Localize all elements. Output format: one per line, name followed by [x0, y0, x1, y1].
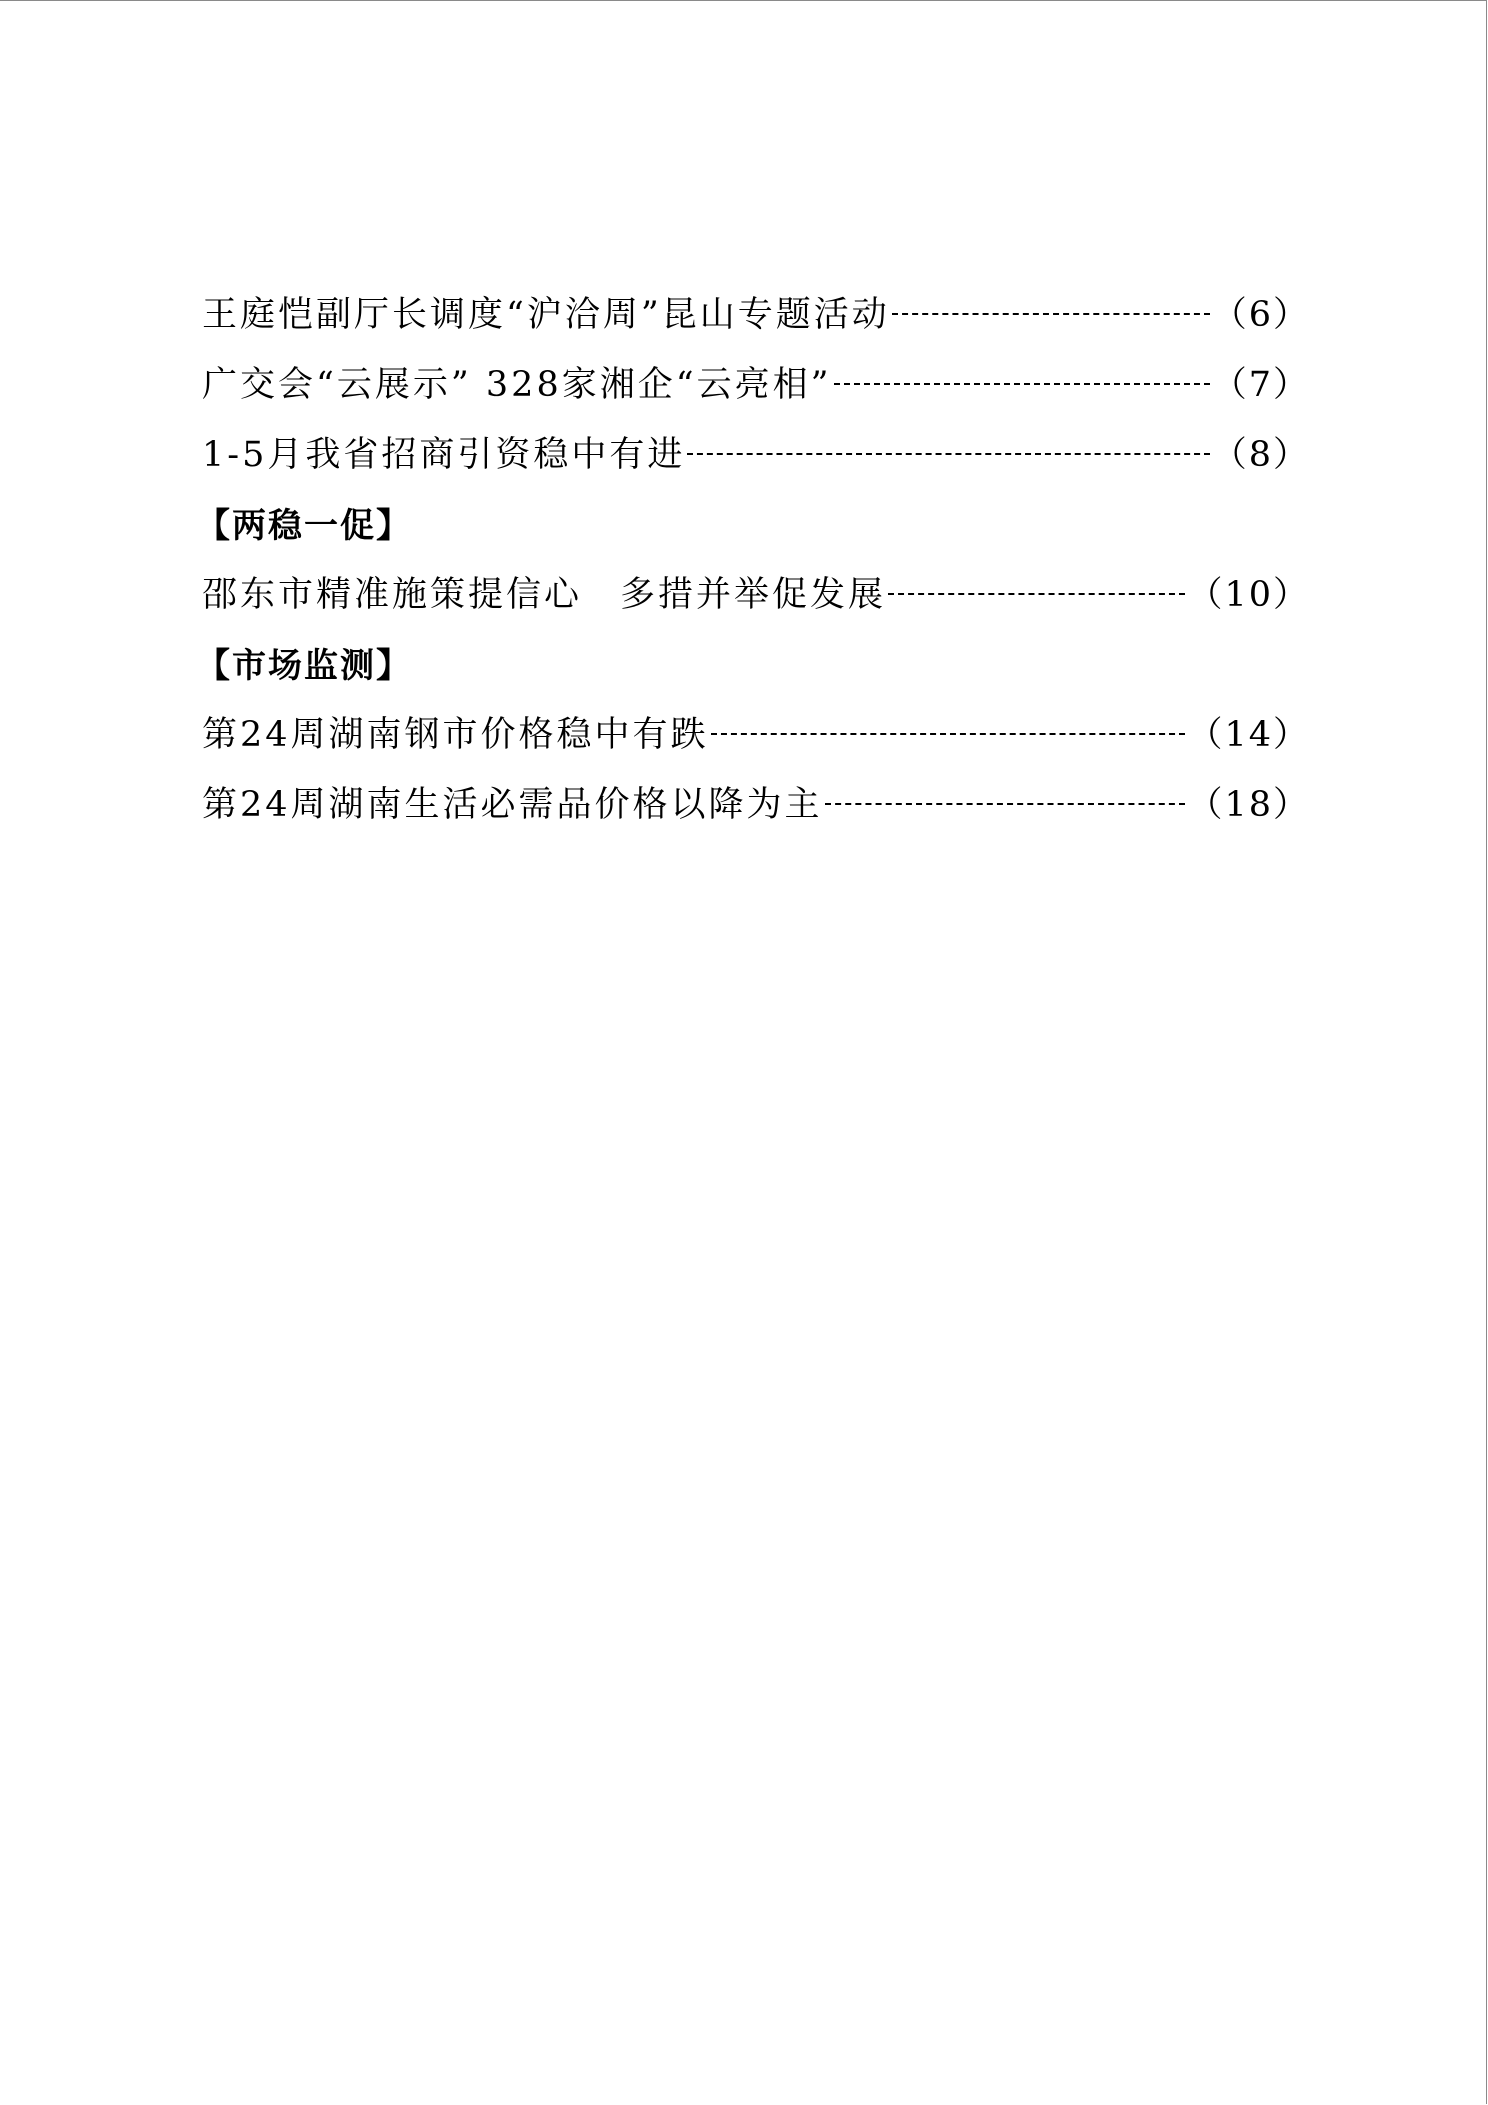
toc-entry-page: （8）: [1211, 435, 1310, 475]
toc-entry-title: 第24周湖南生活必需品价格以降为主: [202, 785, 823, 825]
toc-entry[interactable]: [202, 277, 1310, 347]
toc-entry-page: （18）: [1187, 785, 1310, 825]
toc-entry-title: 邵东市精准施策提信心 多措并举促发展: [202, 575, 887, 615]
toc-leader-dashes: [825, 803, 1186, 805]
toc-entry[interactable]: [202, 417, 1310, 487]
section-heading: 【两稳一促】: [196, 505, 412, 546]
toc-leader-dashes: [711, 733, 1186, 735]
table-of-contents: [196, 277, 1310, 837]
toc-entry-title: 第24周湖南钢市价格稳中有跌: [202, 715, 709, 755]
toc-leader-dashes: [834, 383, 1210, 385]
toc-entry-page: （14）: [1187, 715, 1310, 755]
toc-leader-dashes: [892, 313, 1210, 315]
toc-entry-page: （7）: [1211, 365, 1310, 405]
toc-leader-dashes: [888, 593, 1185, 595]
toc-entry[interactable]: [202, 557, 1310, 627]
toc-entry-title: 广交会“云展示” 328家湘企“云亮相”: [202, 365, 832, 405]
toc-entry-title: 1-5月我省招商引资稳中有进: [202, 435, 686, 475]
toc-entry-page: （10）: [1187, 575, 1310, 615]
toc-entry-title: 王庭恺副厅长调度“沪洽周”昆山专题活动: [202, 295, 890, 335]
toc-entry[interactable]: [202, 347, 1310, 417]
toc-leader-dashes: [687, 453, 1209, 455]
toc-entry[interactable]: [202, 697, 1310, 767]
toc-entry-page: （6）: [1211, 295, 1310, 335]
section-heading: 【市场监测】: [196, 645, 412, 686]
toc-entry[interactable]: [202, 767, 1310, 837]
